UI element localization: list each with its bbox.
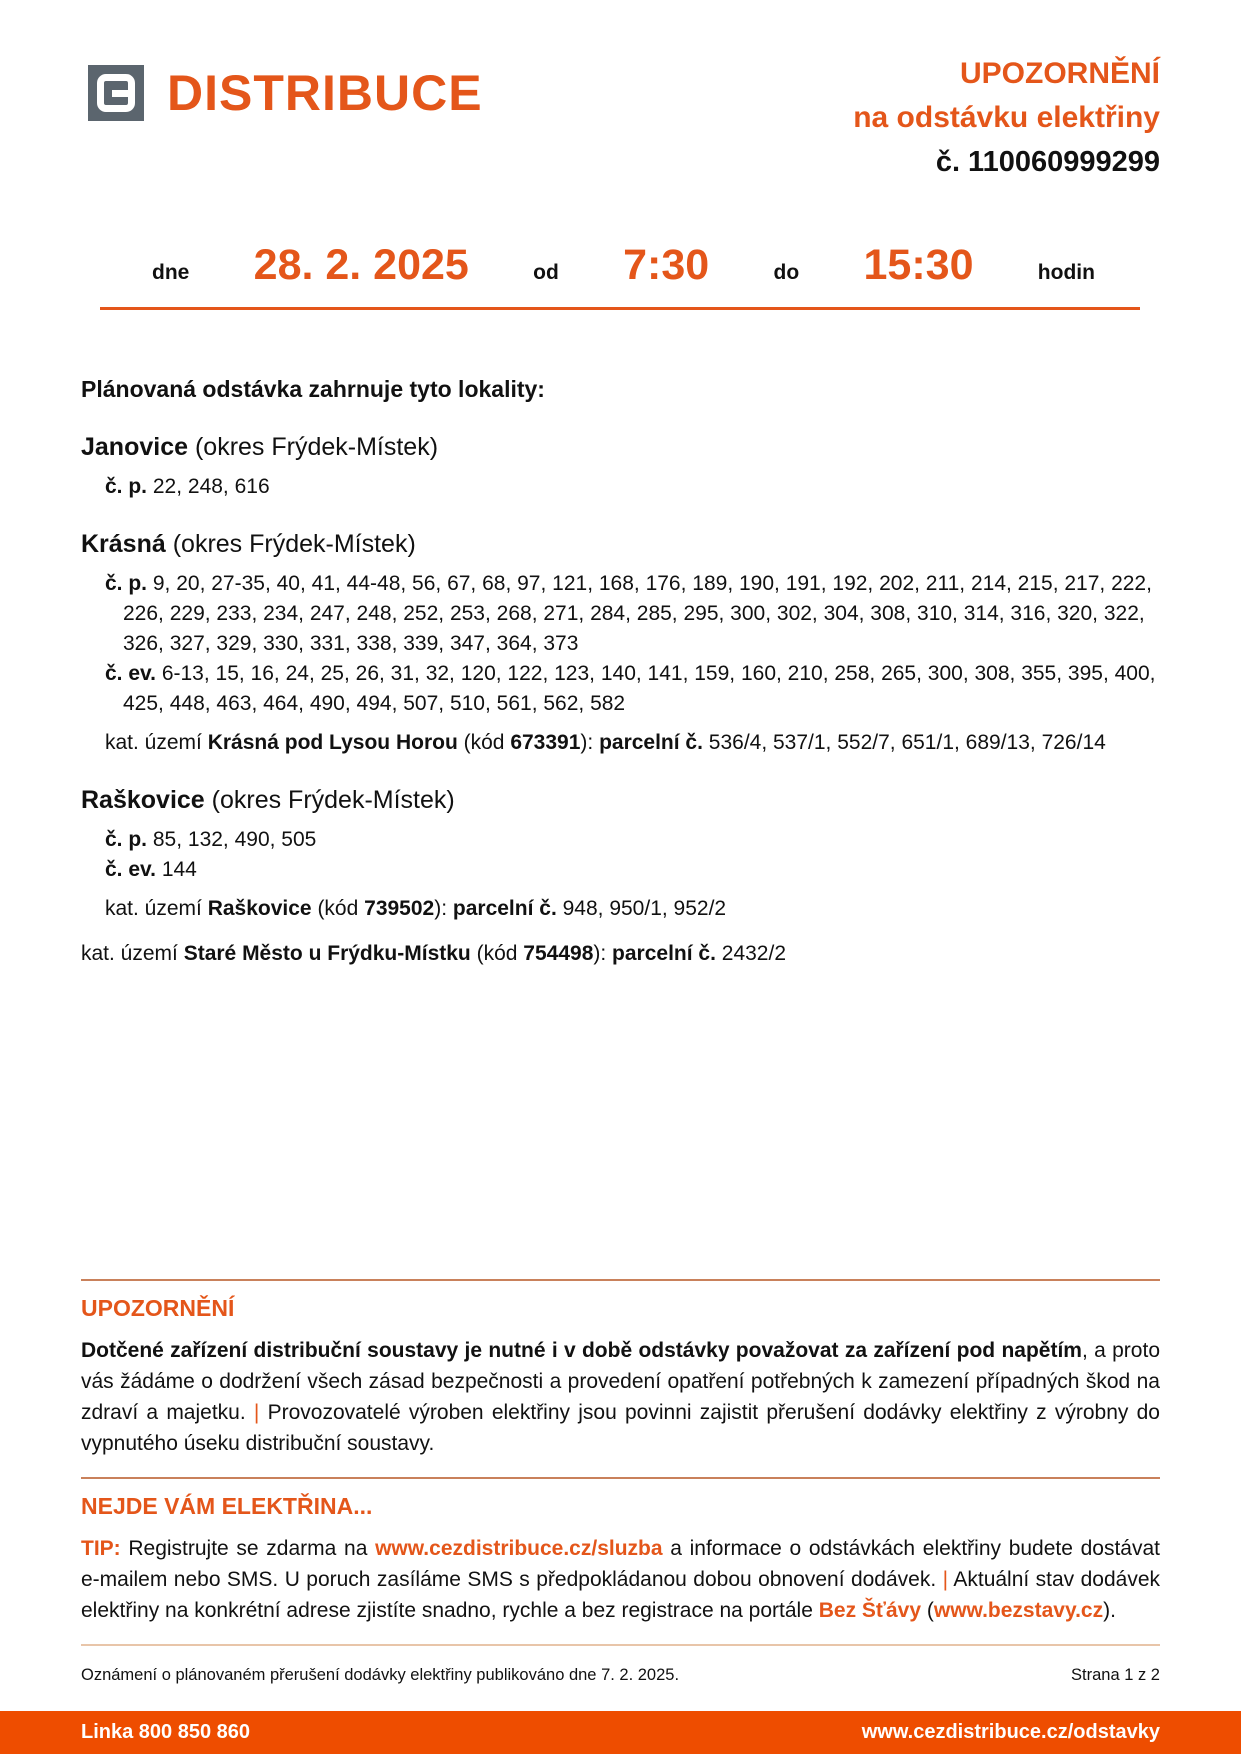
cp-line [81, 825, 1160, 855]
text-segment: č. p. [105, 828, 153, 851]
text-segment: TIP: [81, 1537, 121, 1560]
do-label: do [773, 261, 800, 284]
text-segment: ). [1103, 1599, 1116, 1622]
kat-uzemi-line [81, 894, 1160, 924]
locality-name: Raškovice [81, 786, 205, 814]
text-segment: 754498 [523, 942, 594, 965]
text-segment: ): [434, 897, 453, 920]
locality-district: (okres Frýdek-Místek) [188, 433, 439, 461]
tip-paragraph [81, 1533, 1160, 1626]
page-number: Strana 1 z 2 [1071, 1666, 1160, 1684]
text-segment: ): [580, 731, 600, 754]
od-label: od [533, 261, 559, 284]
outage-date: 28. 2. 2025 [253, 241, 469, 289]
text-segment: (kód [457, 731, 511, 754]
text-segment: Raškovice [207, 897, 312, 920]
text-segment: 6-13, 15, 16, 24, 25, 26, 31, 32, 120, 122, 123, 140, 141, 159, 160, 210, 258, 265, 300, 308, 355, 395, 400, 425, 448, 463, 464, 490, 494, 507, 510, 561, 562, 582 [123, 662, 1156, 715]
text-segment: | [253, 1401, 268, 1424]
notice-subtitle: na odstávku elektřiny [853, 101, 1160, 134]
text-segment: 9, 20, 27-35, 40, 41, 44-48, 56, 67, 68, 97, 121, 168, 176, 189, 190, 191, 192, 202, 211, 214, 215, 217, 222, 226, 229, 233, 234, 247, 248, 252, 253, 268, 271, 284, 285, 295, 300, 302, 304, 308, 310, 314, 316, 320, 322, 326, 327, 329, 330, 331, 338, 339, 347, 364, 373 [123, 572, 1152, 655]
text-segment: č. p. [105, 475, 153, 498]
text-segment: (kód [470, 942, 524, 965]
text-segment: (kód [311, 897, 365, 920]
text-segment: 144 [161, 858, 197, 881]
notice-number: č. 110060999299 [935, 146, 1160, 178]
notice-header [853, 52, 1160, 184]
text-segment: Dotčené zařízení distribuční soustavy je nutné i v době odstávky považovat za zařízení pod napětím [81, 1339, 1082, 1362]
text-segment: Aktuální stav dodávek elektřiny na konkrétní adrese zjistíte snadno, rychle a bez registrace na portále [81, 1568, 1161, 1622]
text-segment: Registrujte se zdarma na [120, 1537, 376, 1560]
text-segment: 536/4, 537/1, 552/7, 651/1, 689/13, 726/14 [702, 731, 1106, 754]
divider [81, 1279, 1160, 1281]
publication-note: Oznámení o plánovaném přerušení dodávky elektřiny publikováno dne 7. 2. 2025. [81, 1666, 680, 1684]
dne-label: dne [152, 261, 190, 284]
localities-title: Plánovaná odstávka zahrnuje tyto lokality: [81, 376, 545, 402]
divider [81, 1644, 1160, 1646]
hodin-label: hodin [1037, 261, 1095, 284]
locality-heading [81, 432, 1160, 462]
footnote-row [81, 1660, 1160, 1691]
locality-name: Janovice [81, 433, 189, 461]
locality-district: (okres Frýdek-Místek) [204, 786, 455, 814]
text-segment: , a proto vás žádáme o dodržení všech zásad bezpečnosti a provedení opatření potřebných k zamezení případných škod na zdraví a majetku. [81, 1339, 1160, 1424]
text-segment: 739502 [364, 897, 435, 920]
time-to: 15:30 [863, 241, 974, 289]
cev-line [81, 659, 1160, 719]
text-segment: 85, 132, 490, 505 [152, 828, 317, 851]
warning-heading: UPOZORNĚNÍ [81, 1295, 235, 1321]
cev-line [81, 855, 1160, 885]
text-segment: ( [921, 1599, 934, 1622]
text-segment: 2432/2 [715, 942, 787, 965]
text-segment: Krásná pod Lysou Horou [207, 731, 458, 754]
text-segment: č. ev. [105, 858, 162, 881]
text-segment: ): [593, 942, 613, 965]
text-segment: parcelní č. [612, 942, 716, 965]
text-segment: 673391 [510, 731, 581, 754]
text-segment: kat. území [105, 897, 208, 920]
cp-line [81, 569, 1160, 659]
text-segment: kat. území [81, 942, 184, 965]
locality-heading [81, 529, 1160, 559]
text-segment: 22, 248, 616 [152, 475, 270, 498]
bottom-info [81, 1279, 1160, 1691]
sluzba-link[interactable]: www.cezdistribuce.cz/sluzba [375, 1537, 663, 1560]
text-segment: | [942, 1568, 954, 1591]
text-segment: č. p. [105, 572, 153, 595]
text-segment: Provozovatelé výroben elektřiny jsou povinni zajistit přerušení dodávky elektřiny z výrobny do vypnutého úseku distribuční soustavy. [81, 1401, 1160, 1455]
text-segment: Staré Město u Frýdku-Místku [183, 942, 471, 965]
notice-title: UPOZORNĚNÍ [959, 57, 1160, 90]
cez-distribuce-logo [88, 64, 483, 122]
locality-heading [81, 785, 1160, 815]
text-segment: kat. území [105, 731, 208, 754]
locality-district: (okres Frýdek-Místek) [165, 530, 416, 558]
divider [81, 1477, 1160, 1479]
no-power-heading: NEJDE VÁM ELEKTŘINA... [81, 1493, 373, 1519]
bezstavy-url-link[interactable]: www.bezstavy.cz [933, 1599, 1104, 1622]
info-line-phone: Linka 800 850 860 [81, 1721, 251, 1743]
text-segment: 948, 950/1, 952/2 [556, 897, 727, 920]
cp-line [81, 472, 1160, 502]
localities-section [81, 374, 1160, 969]
time-from: 7:30 [623, 241, 710, 289]
text-segment: a informace o odstávkách elektřiny budete dostávat e-mailem nebo SMS. U poruch zasíláme SMS s předpokládanou dobou obnovení dodávek. [81, 1537, 1160, 1591]
schedule-strip [100, 241, 1140, 310]
kat-uzemi-stare-mesto-line [81, 939, 1160, 969]
warning-paragraph [81, 1335, 1160, 1459]
text-segment: č. ev. [105, 662, 162, 685]
cez-logo-icon [88, 65, 144, 121]
text-segment: parcelní č. [452, 897, 557, 920]
locality-name: Krásná [81, 530, 166, 558]
footer-bar [0, 1711, 1241, 1754]
outages-url[interactable]: www.cezdistribuce.cz/odstavky [861, 1721, 1160, 1743]
text-segment: parcelní č. [599, 731, 703, 754]
kat-uzemi-line [81, 728, 1160, 758]
locality-list [81, 432, 1160, 924]
brand-name: DISTRIBUCE [167, 65, 483, 121]
bez-stavy-link[interactable]: Bez Šťávy [818, 1599, 922, 1622]
